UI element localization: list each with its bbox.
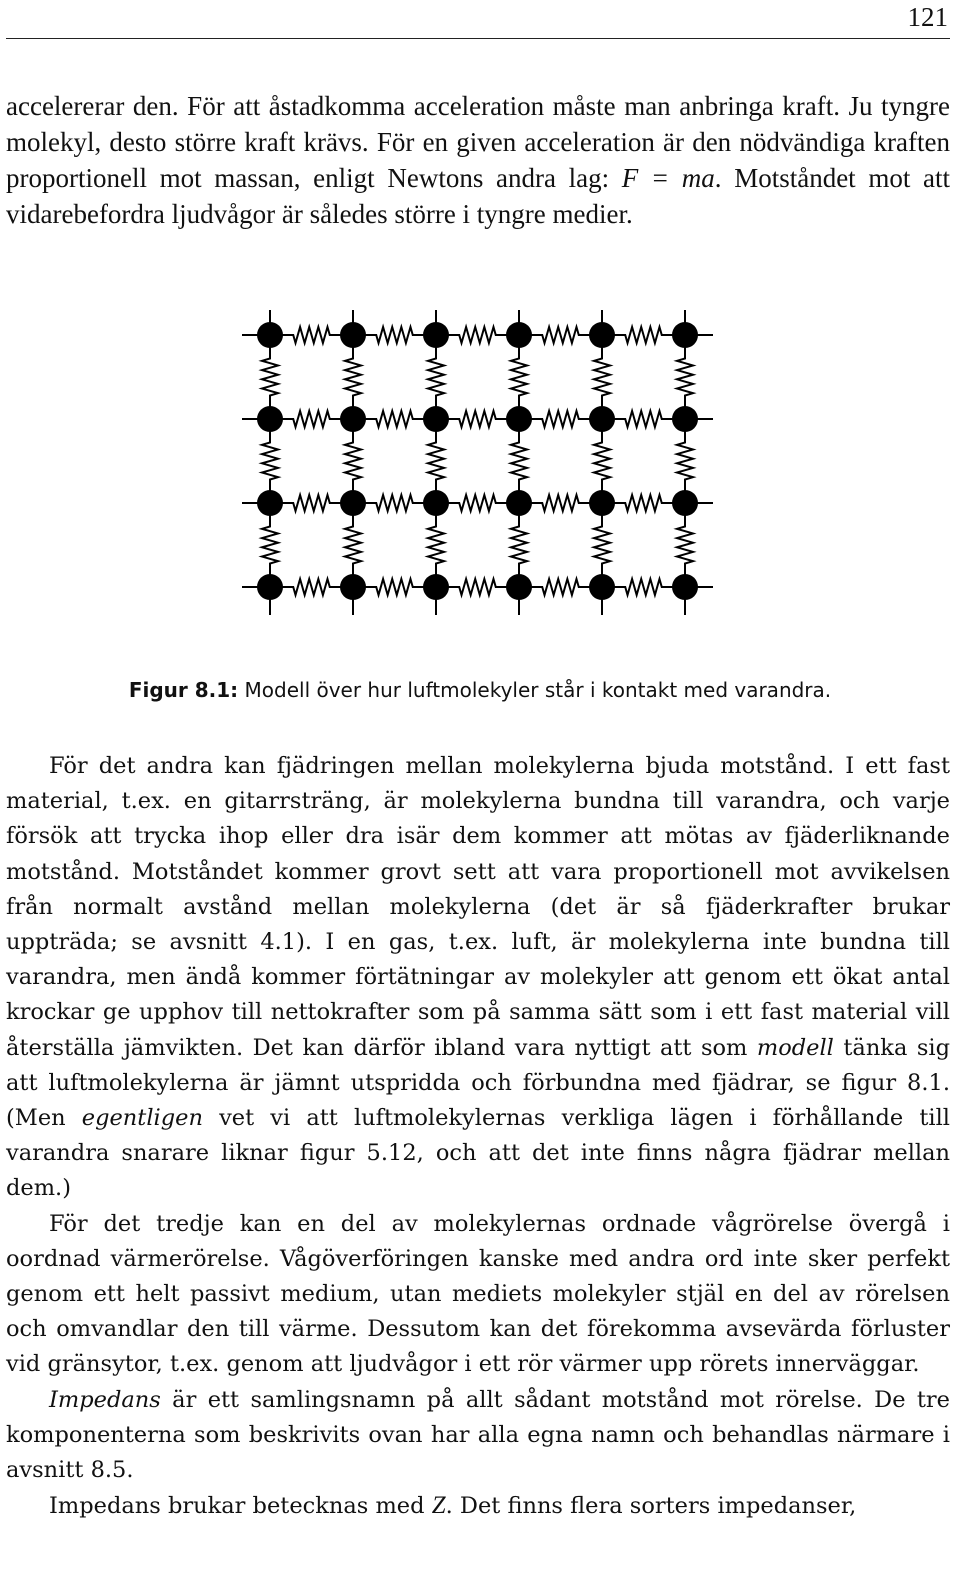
paragraph-impedance [6, 1383, 950, 1489]
paragraph-notation [6, 1488, 950, 1524]
emphasis-impedans: Impedans [49, 1386, 161, 1413]
molecule [672, 406, 698, 432]
molecule [672, 490, 698, 516]
molecule [340, 322, 366, 348]
emphasis-egentligen: egentligen [81, 1105, 203, 1132]
paragraph-notation-text-b: . Det finns flera sorters impedanser, [445, 1493, 857, 1520]
paragraph-springs-text-a: För det andra kan fjädringen mellan molekylerna bjuda motstånd. I ett fast material, t.ex. en gitarrsträng, är molekylerna bundna till varandra, och varje försök att trycka ihop eller dra isär dem kommer att mötas av fjäderliknande motstånd. Motståndet kommer grovt sett att vara proportionell mot avvikelsen från normalt avstånd mellan molekylerna (det är så fjäderkrafter brukar uppträda; se avsnitt 4.1). I en gas, t.ex. luft, är molekylerna inte bundna till varandra, men ändå kommer förtätningar av molekyler att genom ett ökat antal krockar ge upphov till nettokrafter som på samma sätt som i ett fast material vill återställa jämvikten. Det kan därför ibland vara nyttigt att som [6, 753, 950, 1061]
molecule [423, 490, 449, 516]
newton-formula: F = ma [621, 163, 715, 193]
paragraph-springs-text-b: tänka sig att luftmolekylerna är jämnt utspridda och förbundna med fjädrar, se figur 8.1. (Men [6, 1034, 950, 1132]
paragraph-impedance-text: är ett samlingsnamn på allt sådant motstånd mot rörelse. De tre komponenterna som beskrivits ovan har alla egna namn och behandlas närmare i avsnitt 8.5. [6, 1386, 950, 1484]
molecule [506, 574, 532, 600]
paragraph-springs [6, 749, 950, 1207]
intro-text-2: . Motståndet mot att vidarebefordra ljudvågor är således större i tyngre medier. [6, 163, 950, 229]
page-header [6, 0, 950, 39]
molecule [257, 322, 283, 348]
intro-paragraph [6, 88, 950, 232]
emphasis-modell: modell [756, 1034, 834, 1061]
molecule [589, 490, 615, 516]
paragraph-heat: För det tredje kan en del av molekylernas ordnade vågrörelse övergå i oordnad värmerörelse. Vågöverföringen kanske med andra ord inte sker perfekt genom ett helt passivt medium, utan mediets molekyler stjäl en del av rörelsen och omvandlar den till värme. Dessutom kan det förekomma avsevärda förluster vid gränsytor, t.ex. genom att ljudvågor i ett rör värmer upp rörets innerväggar. [6, 1210, 950, 1378]
molecule [257, 490, 283, 516]
molecule [423, 574, 449, 600]
paragraph-springs-text-c: vet vi att luftmolekylernas verkliga lägen i förhållande till varandra snarare liknar figur 5.12, och att det inte finns några fjädrar mellan dem.) [6, 1105, 950, 1202]
molecule [589, 574, 615, 600]
molecule [506, 406, 532, 432]
molecule [589, 322, 615, 348]
molecule [257, 406, 283, 432]
molecule [589, 406, 615, 432]
paragraph-notation-text-a: Impedans brukar betecknas med [49, 1493, 432, 1520]
impedance-symbol: Z [431, 1492, 446, 1520]
molecule [423, 322, 449, 348]
intro-text-1: accelererar den. För att åstadkomma acceleration måste man anbringa kraft. Ju tyngre molekyl, desto större kraft krävs. För en given acceleration är den nödvändiga kraften proportionell mot massan, enligt Newtons andra lag: [6, 91, 950, 193]
body-text [6, 749, 950, 1524]
molecule [506, 322, 532, 348]
figure-caption [0, 672, 960, 708]
molecule [506, 490, 532, 516]
figure-label: Figur 8.1: [128, 678, 239, 702]
figure-caption-text: Modell över hur luftmolekyler står i kontakt med varandra. [238, 678, 832, 702]
molecule-spring-figure [230, 310, 730, 620]
molecule [672, 574, 698, 600]
molecule [423, 406, 449, 432]
molecule [672, 322, 698, 348]
molecule [340, 574, 366, 600]
molecule [340, 490, 366, 516]
page-number: 121 [907, 2, 948, 32]
molecule [340, 406, 366, 432]
molecule [257, 574, 283, 600]
